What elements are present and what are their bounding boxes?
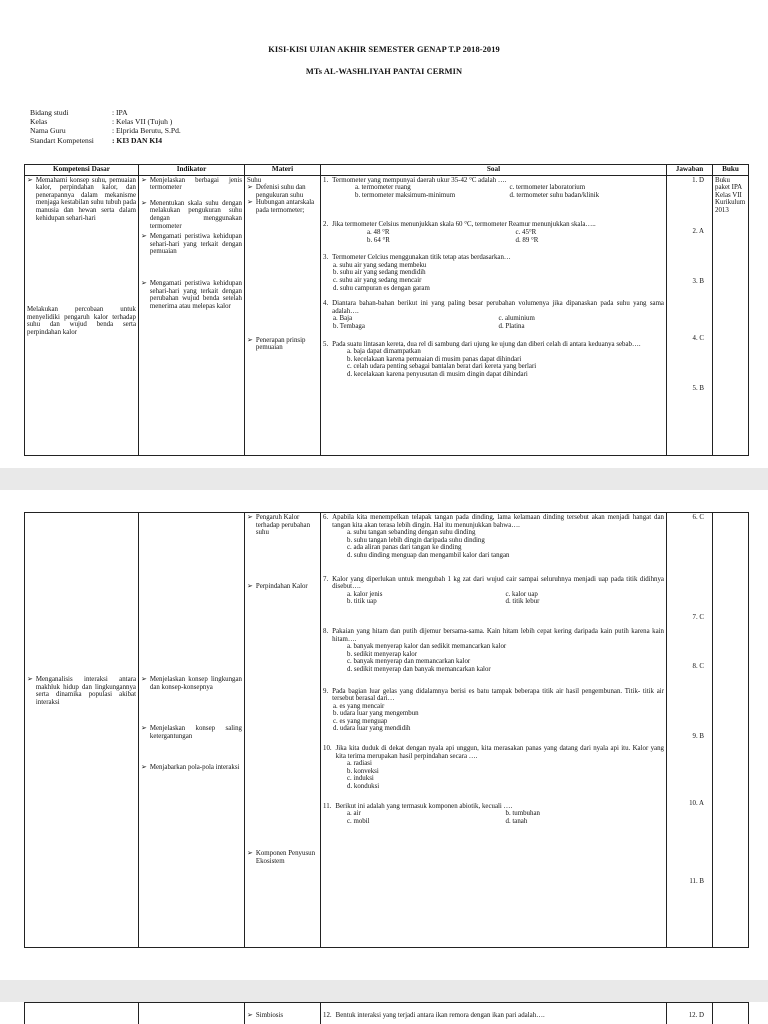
question-text: Diantara bahan-bahan berikut ini yang paling besar perubahan volumenya jika dipanaskan pada suhu yang sama adalah….: [332, 300, 664, 315]
blueprint-table-1: [24, 164, 749, 456]
indikator-text: Menjelaskan berbagai jenis termometer: [149, 176, 242, 192]
indikator-cell: [139, 1003, 245, 1024]
school-name: MTs AL-WASHLIYAH PANTAI CERMIN: [305, 67, 463, 76]
indikator-text: Menentukan skala suhu dengan melakukan pengukuran suhu dengan menggunakan termometer: [149, 199, 242, 230]
indikator-cell: [139, 175, 245, 455]
question-text: Pakaian yang hitam dan putih dijemur bersama-sama. Kain hitam lebih cepat kering daripada kain putih karena kain hitam….: [332, 627, 664, 643]
materi-text: Penerapan prinsip pemuaian: [255, 336, 306, 352]
question-text: Termometer yang mempunyai daerah ukur 35-42 °C adalah ….: [332, 176, 507, 184]
answer-key: 3. B: [692, 277, 704, 285]
kd-cell: [25, 513, 139, 948]
materi-text: Komponen Penyusun Ekosistem: [255, 850, 316, 865]
buku-cell: [713, 513, 749, 948]
indikator-text: Mengamati peristiwa kehidupan sehari-hari yang terkait dengan pemuaian: [149, 233, 242, 256]
arrow-bullet-icon: ➢: [247, 1011, 253, 1019]
kd-text: Memahami konsep suhu, pemuaian kalor, perpindahan kalor, dan penerapannya dalam mekanisme menjaga kestabilan suhu tubuh pada manusia dan hewan serta dalam kehidupan sehari-hari: [35, 176, 136, 222]
question-text: Apabila kita menempelkan telapak tangan pada dinding, lama kelamaan dinding tersebut akan menjadi hangat dan tangan kita akan terasa lebih dingin. Hal itu menunjukkan bahwa….: [332, 514, 664, 529]
question-item: 4. Diantara bahan-bahan berikut ini yang paling besar perubahan volumenya jika dipanaskan pada suhu yang sama adalah…. a. Baja c. aluminium b. Tembaga d. Platina: [323, 300, 664, 330]
kd-text: Menganalisis interaksi antara makhluk hidup dan lingkungannya serta dinamika populasi akibat interaksi: [35, 676, 136, 706]
materi-cell: [245, 175, 321, 455]
col-indikator: Indikator: [139, 165, 245, 176]
arrow-bullet-icon: ➢: [141, 675, 147, 683]
arrow-bullet-icon: ➢: [141, 763, 147, 772]
jawaban-cell: [667, 513, 713, 948]
question-item: 2. Jika termometer Celsius menunjukkan skala 60 °C, termometer Reamur menunjukkan skala….. a. 48 °R c. 45°R b. 64 °R d. 89 °R: [323, 221, 596, 244]
answer-key: 10. A: [689, 800, 704, 808]
question-item: 7. Kalor yang diperlukan untuk mengubah 1 kg zat dari wujud cair sampai seluruhnya menjadi uap pada titik didihnya disebut…. a. kalor jenis c. kalor uap b. titik uap d. titik lebur: [323, 575, 664, 606]
question-text: Bentuk interaksi yang terjadi antara ikan remora dengan ikan pari adalah….: [335, 1012, 545, 1019]
col-materi: Materi: [245, 165, 321, 176]
info-label: Bidang studi: [30, 108, 69, 117]
info-label: Standart Kompetensi: [30, 135, 94, 145]
arrow-bullet-icon: ➢: [247, 198, 253, 207]
soal-cell: [321, 513, 667, 948]
kd-cell: [25, 1003, 139, 1024]
identity-block: [30, 108, 181, 145]
materi-cell: [245, 1003, 321, 1024]
materi-cell: [245, 513, 321, 948]
question-item: 6. Apabila kita menempelkan telapak tangan pada dinding, lama kelamaan dinding tersebut akan menjadi hangat dan tangan kita akan terasa lebih dingin. Hal itu menunjukkan bahwa…. a. suhu tangan sebanding dengan suhu dinding b. suhu tangan lebih dingin daripada suhu dinding c. ada aliran panas dari tangan ke dinding d. suhu dinding menguap dan mengambil kalor dari tangan: [323, 514, 664, 559]
arrow-bullet-icon: ➢: [141, 175, 147, 184]
info-value: : Kelas VII (Tujuh ): [112, 117, 173, 127]
answer-key: 2. A: [692, 228, 704, 236]
materi-text: Perpindahan Kalor: [255, 582, 308, 590]
arrow-bullet-icon: ➢: [247, 513, 253, 521]
soal-cell: [321, 175, 667, 455]
question-item: 5. Pada suatu lintasan kereta, dua rel di sambung dari ujung ke ujung dan diberi celah di antara keduanya sebab…. a. baja dapat dimampatkan b. kecelakaan karena pemuaian di musim panas dapat dihindari c. celah udara penting sebagai bantalan berat dari kereta yang berlari d. kecelakaan karena penyusutan di musim dingin dapat dihindari: [323, 340, 641, 378]
buku-cell: [713, 1003, 749, 1024]
arrow-bullet-icon: ➢: [141, 232, 147, 241]
info-value: : IPA: [112, 108, 128, 117]
arrow-bullet-icon: ➢: [247, 335, 253, 344]
question-text: Berikut ini adalah yang termasuk komponen abiotik, kecuali ….: [335, 802, 513, 810]
materi-text: Hubungan antarskala pada termometer;: [255, 199, 315, 214]
question-item: 9. Pada bagian luar gelas yang didalamnya berisi es batu tampak beberapa titik air hasil pengembunan. Titik- titik air tersebut berasal dari… a. es yang mencair b. udara luar yang mengembun c. es yang menguap d. udara luar yang mendidih: [323, 687, 664, 733]
indikator-text: Menjabarkan pola-pola interaksi: [149, 764, 240, 772]
jawaban-cell: [667, 175, 713, 455]
buku-cell: [713, 175, 749, 455]
question-item: 3. Termometer Celcius menggunakan titik tetap atas berdasarkan… a. suhu air yang sedang membeku b. suhu air yang sedang mendidih c. suhu air yang sedang mencair d. suhu campuran es dengan garam: [323, 254, 511, 292]
info-label: Kelas: [30, 117, 48, 127]
materi-text: Pengaruh Kalor terhadap perubahan suhu: [255, 514, 311, 537]
indikator-text: Menjelaskan konsep lingkungan dan konsep-konsepnya: [149, 676, 242, 691]
page-1: [0, 0, 768, 468]
col-jawaban: Jawaban: [667, 165, 713, 176]
info-value: : Elprida Berutu, S.Pd.: [112, 126, 181, 136]
document-title: KISI-KISI UJIAN AKHIR SEMESTER GENAP T.P 2018-2019: [268, 45, 500, 54]
materi-text: Defenisi suhu dan pengukuran suhu: [255, 184, 306, 199]
indikator-text: Menjelaskan konsep saling ketergantungan: [149, 725, 242, 740]
kd-text: Melakukan percobaan untuk menyelidiki pengaruh kalor terhadap suhu dan wujud benda serta perpindahan kalor: [27, 306, 136, 336]
page-3: [0, 1002, 768, 1024]
question-text: Termometer Celcius menggunakan titik tetap atas berdasarkan…: [332, 254, 511, 262]
answer-key: 4. C: [692, 335, 704, 343]
question-item: 11. Berikut ini adalah yang termasuk komponen abiotik, kecuali …. a. air b. tumbuhan c. mobil d. tanah: [323, 802, 540, 825]
arrow-bullet-icon: ➢: [141, 724, 147, 733]
jawaban-cell: [667, 1003, 713, 1024]
blueprint-table-3: [24, 1002, 749, 1024]
arrow-bullet-icon: ➢: [27, 175, 33, 184]
arrow-bullet-icon: ➢: [141, 198, 147, 207]
col-buku: Buku: [713, 165, 749, 176]
answer-key: 6. C: [692, 514, 704, 521]
page-2: [0, 490, 768, 980]
blueprint-table-2: [24, 512, 749, 948]
question-item: 1. Termometer yang mempunyai daerah ukur 35-42 °C adalah …. a. termometer ruang c. termometer laboratorium b. termometer maksimum-minimum d. termometer suhu badan/klinik: [323, 176, 600, 199]
buku-text: Buku paket IPA Kelas VII Kurikulum 2013: [715, 176, 746, 214]
soal-cell: 12. Bentuk interaksi yang terjadi antara ikan remora dengan ikan pari adalah….: [321, 1003, 667, 1024]
answer-key: 9. B: [692, 732, 704, 740]
arrow-bullet-icon: ➢: [141, 278, 147, 287]
question-text: Kalor yang diperlukan untuk mengubah 1 kg zat dari wujud cair sampai seluruhnya menjadi uap pada titik didihnya disebut….: [332, 575, 664, 591]
arrow-bullet-icon: ➢: [247, 581, 253, 590]
question-item: 8. Pakaian yang hitam dan putih dijemur bersama-sama. Kain hitam lebih cepat kering daripada kain putih karena kain hitam…. a. banyak menyerap kalor dan sedikit memancarkan kalor b. sedikit menyerap kalor c. banyak menyerap dan memancarkan kalor d. sedikit menyerap dan banyak memancarkan kalor: [323, 627, 664, 673]
arrow-bullet-icon: ➢: [247, 849, 253, 858]
indikator-cell: [139, 513, 245, 948]
answer-key: 5. B: [692, 384, 704, 392]
question-item: 10. Jika kita duduk di dekat dengan nyala api unggun, kita merasakan panas yang datang dari nyala api itu. Kalor yang kita terima merupakan hasil perpindahan secara …. a. radiasi b. konveksi c. induksi d. konduksi: [323, 745, 664, 791]
kd-cell: [25, 175, 139, 455]
col-kompetensi-dasar: Kompetensi Dasar: [25, 165, 139, 176]
col-soal: Soal: [321, 165, 667, 176]
answer-key: 8. C: [692, 663, 704, 671]
question-text: Jika termometer Celsius menunjukkan skala 60 °C, termometer Reamur menunjukkan skala…..: [332, 221, 596, 229]
arrow-bullet-icon: ➢: [27, 675, 33, 683]
answer-key: 1. D: [692, 176, 704, 184]
question-text: Pada bagian luar gelas yang didalamnya berisi es batu tampak beberapa titik air hasil pengembunan. Titik- titik air tersebut berasal dari…: [332, 687, 664, 703]
answer-key: 12. D: [688, 1012, 704, 1019]
answer-key: 11. B: [689, 877, 704, 885]
question-text: Jika kita duduk di dekat dengan nyala api unggun, kita merasakan panas yang datang dari nyala api itu. Kalor yang kita terima merupakan hasil perpindahan secara ….: [335, 745, 664, 760]
question-text: Pada suatu lintasan kereta, dua rel di sambung dari ujung ke ujung dan diberi celah di antara keduanya sebab….: [332, 340, 641, 348]
arrow-bullet-icon: ➢: [247, 183, 253, 192]
materi-text: Simbiosis: [255, 1012, 284, 1019]
answer-key: 7. C: [692, 613, 704, 621]
info-label: Nama Guru: [30, 126, 66, 136]
indikator-text: Mengamati peristiwa kehidupan sehari-hari yang terkait dengan perubahan wujud benda setelah menerima atau melepas kalor: [149, 279, 242, 310]
info-value: : KI3 DAN KI4: [112, 135, 162, 145]
materi-text: Suhu: [247, 176, 262, 184]
